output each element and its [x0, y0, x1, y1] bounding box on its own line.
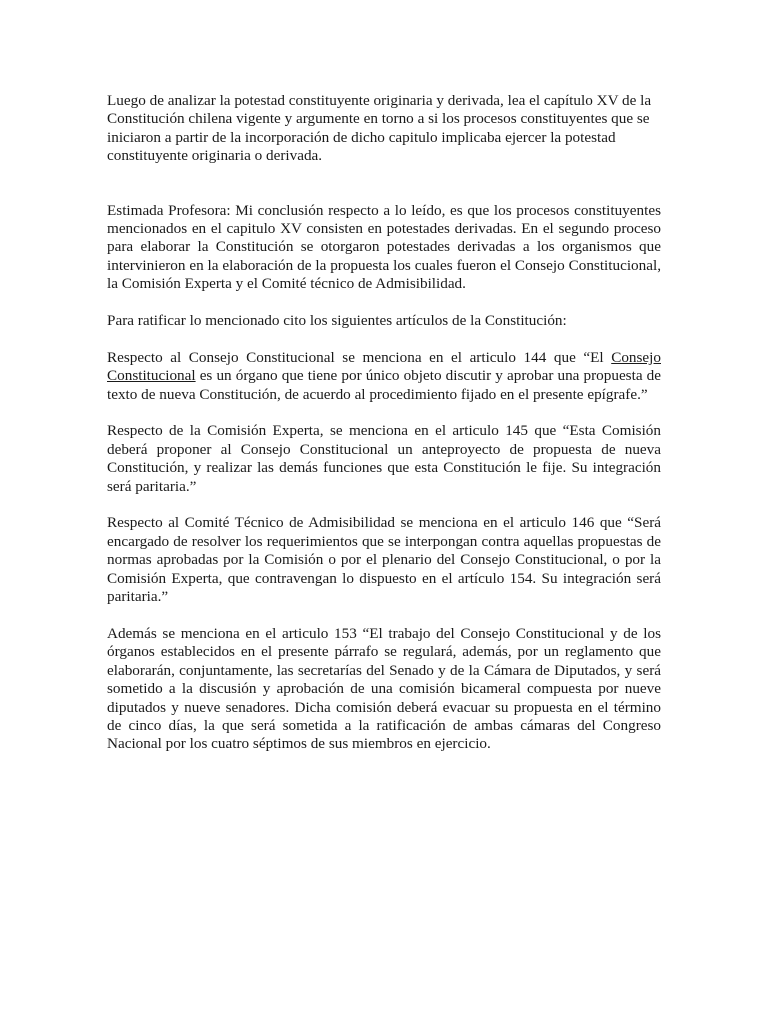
consejo-constitucional-link[interactable]: Consejo Constitucional [107, 348, 661, 385]
article-146-paragraph: Respecto al Comité Técnico de Admisibilidad se menciona en el articulo 146 que “Será encargado de resolver los requerimientos que se interpongan contra aquellas propuestas de normas aprobadas por la Comisión o por el plenario del Consejo Constitucional, o por la Comisión Experta, que contravengan lo dispuesto en el artículo 154. Su integración será paritaria.” [107, 514, 661, 606]
article-145-paragraph: Respecto de la Comisión Experta, se menciona en el articulo 145 que “Esta Comisión deberá proponer al Consejo Constitucional un anteproyecto de propuesta de nueva Constitución, y realizar las demás funciones que esta Constitución le fije. Su integración será paritaria.” [107, 422, 661, 495]
document-page [107, 92, 661, 772]
article-144-text-after: es un órgano que tiene por único objeto discutir y aprobar una propuesta de texto de nueva Constitución, de acuerdo al procedimiento fijado en el presente epígrafe.” [107, 367, 661, 403]
assignment-prompt: Luego de analizar la potestad constituyente originaria y derivada, lea el capítulo XV de la Constitución chilena vigente y argumente en torno a si los procesos constituyentes que se iniciaron a partir de la incorporación de dicho capitulo implicaba ejercer la potestad constituyente originaria o derivada. [107, 92, 652, 165]
article-144-text-before: Respecto al Consejo Constitucional se menciona en el articulo 144 que “El [107, 348, 612, 366]
article-144-paragraph [107, 349, 661, 404]
article-153-paragraph: Además se menciona en el articulo 153 “El trabajo del Consejo Constitucional y de los órganos establecidos en el presente párrafo se regulará, además, por un reglamento que elaborarán, conjuntamente, las secretarías del Senado y de la Cámara de Diputados, y será sometido a la discusión y aprobación de una comisión bicameral compuesta por nueve diputados y nueve senadores. Dicha comisión deberá evacuar su propuesta en el término de cinco días, la que será sometida a la ratificación de ambas cámaras del Congreso Nacional por los cuatro séptimos de sus miembros en ejercicio. [107, 624, 661, 753]
articles-intro: Para ratificar lo mencionado cito los siguientes artículos de la Constitución: [107, 312, 567, 330]
conclusion-paragraph: Estimada Profesora: Mi conclusión respecto a lo leído, es que los procesos constituyentes mencionados en el capitulo XV consisten en potestades derivadas. En el segundo proceso para elaborar la Constitución se otorgaron potestades derivadas a los organismos que intervinieron en la elaboración de la propuesta los cuales fueron el Consejo Constitucional, la Comisión Experta y el Comité técnico de Admisibilidad. [107, 201, 661, 293]
